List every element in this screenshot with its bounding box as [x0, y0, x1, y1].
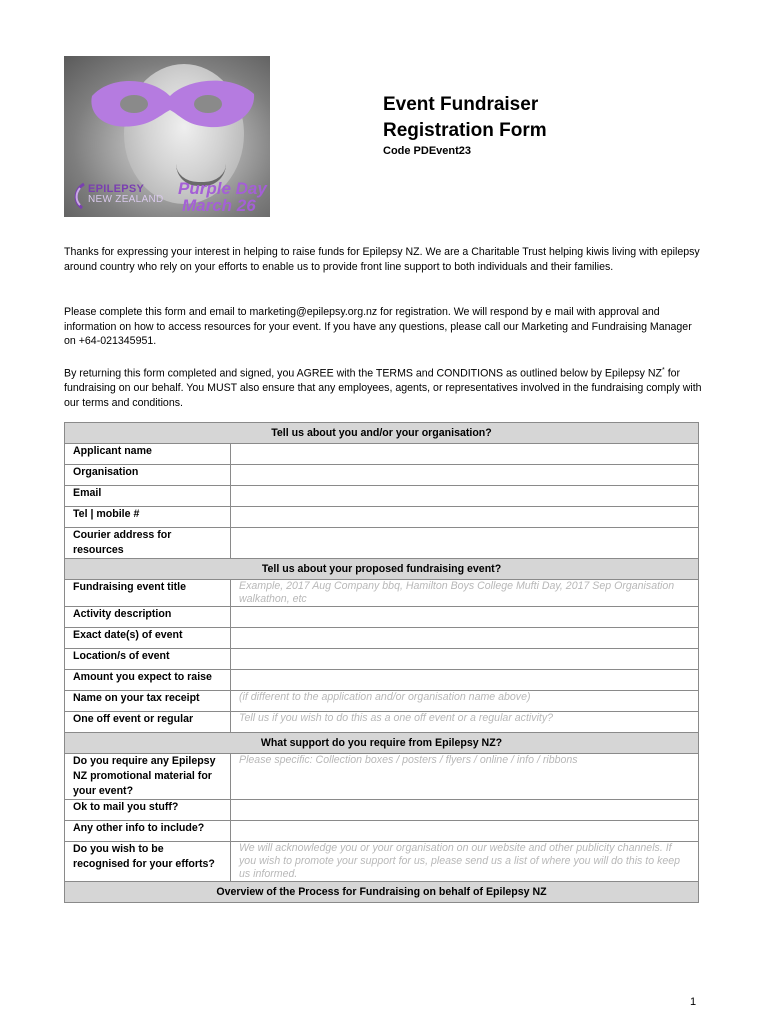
field-ok-to-mail[interactable] — [231, 800, 699, 821]
label-ok-to-mail: Ok to mail you stuff? — [65, 800, 231, 821]
label-applicant-name: Applicant name — [65, 444, 231, 465]
purple-day-banner-image — [64, 56, 270, 217]
page-number: 1 — [690, 996, 697, 1008]
label-courier-address: Courier address for resources — [65, 528, 231, 559]
logo-text-epilepsy: EPILEPSY — [88, 183, 145, 195]
intro-paragraph-3-part1: By returning this form completed and signed, you AGREE with the TERMS and CONDITIONS as outlined below by Epilepsy NZ — [64, 367, 663, 380]
label-tax-receipt-name: Name on your tax receipt — [65, 691, 231, 712]
intro-paragraph-3 — [64, 364, 704, 410]
registration-form-table — [64, 422, 699, 903]
intro-paragraph-3-part2: for fundraising on our behalf. You MUST also ensure that any employees, agents, or representatives involved in the fundraising comply with our terms and conditions. — [64, 367, 702, 409]
purple-day-date-text: March 26 — [182, 196, 256, 215]
label-organisation: Organisation — [65, 465, 231, 486]
label-tel-mobile: Tel | mobile # — [65, 507, 231, 528]
logo-text-new-zealand: NEW ZEALAND — [88, 194, 164, 205]
field-event-location[interactable] — [231, 649, 699, 670]
field-tax-receipt-name[interactable]: (if different to the application and/or organisation name above) — [231, 691, 699, 712]
form-title-line2: Registration Form — [383, 120, 547, 141]
label-promotional-material: Do you require any Epilepsy NZ promotional material for your event? — [65, 754, 231, 800]
form-code: Code PDEvent23 — [383, 145, 472, 157]
form-title — [383, 92, 643, 144]
field-courier-address[interactable] — [231, 528, 699, 559]
field-event-dates[interactable] — [231, 628, 699, 649]
label-recognition: Do you wish to be recognised for your efforts? — [65, 842, 231, 882]
field-event-frequency[interactable]: Tell us if you wish to do this as a one off event or a regular activity? — [231, 712, 699, 733]
field-recognition[interactable]: We will acknowledge you or your organisation on our website and other publicity channels. If you wish to promote your support for us, please send us a list of where you will do this to keep us informed. — [231, 842, 699, 882]
field-tel-mobile[interactable] — [231, 507, 699, 528]
label-event-location: Location/s of event — [65, 649, 231, 670]
label-activity-description: Activity description — [65, 607, 231, 628]
label-expected-amount: Amount you expect to raise — [65, 670, 231, 691]
field-expected-amount[interactable] — [231, 670, 699, 691]
intro-paragraph-1: Thanks for expressing your interest in helping to raise funds for Epilepsy NZ. We are a Charitable Trust helping kiwis living with epilepsy around country who rely on your efforts to enable us to provide front line support to both individuals and their families. — [64, 246, 700, 273]
label-event-dates: Exact date(s) of event — [65, 628, 231, 649]
label-event-frequency: One off event or regular — [65, 712, 231, 733]
label-event-title: Fundraising event title — [65, 580, 231, 607]
purple-mask-graphic — [82, 74, 262, 134]
section-header-proposed-event: Tell us about your proposed fundraising event? — [65, 559, 699, 580]
form-title-line1: Event Fundraiser — [383, 94, 539, 115]
asterisk-note: * — [662, 367, 665, 374]
field-promotional-material[interactable]: Please specific: Collection boxes / posters / flyers / online / info / ribbons — [231, 754, 699, 800]
field-other-info[interactable] — [231, 821, 699, 842]
label-other-info: Any other info to include? — [65, 821, 231, 842]
field-email[interactable] — [231, 486, 699, 507]
field-organisation[interactable] — [231, 465, 699, 486]
epilepsy-nz-logo-icon — [72, 182, 86, 210]
field-event-title[interactable]: Example, 2017 Aug Company bbq, Hamilton Boys College Mufti Day, 2017 Sep Organisation walkathon, etc — [231, 580, 699, 607]
field-applicant-name[interactable] — [231, 444, 699, 465]
intro-paragraph-2: Please complete this form and email to marketing@epilepsy.org.nz for registration. We will respond by e mail with approval and information on how to access resources for your event. If you have any questions, please call our Marketing and Fundraising Manager on +64-021345951. — [64, 306, 692, 348]
section-header-process-overview: Overview of the Process for Fundraising on behalf of Epilepsy NZ — [65, 882, 699, 903]
section-header-about-you: Tell us about you and/or your organisation? — [65, 423, 699, 444]
section-header-support-required: What support do you require from Epilepsy NZ? — [65, 733, 699, 754]
label-email: Email — [65, 486, 231, 507]
field-activity-description[interactable] — [231, 607, 699, 628]
purple-day-text: Purple Day — [178, 179, 267, 198]
